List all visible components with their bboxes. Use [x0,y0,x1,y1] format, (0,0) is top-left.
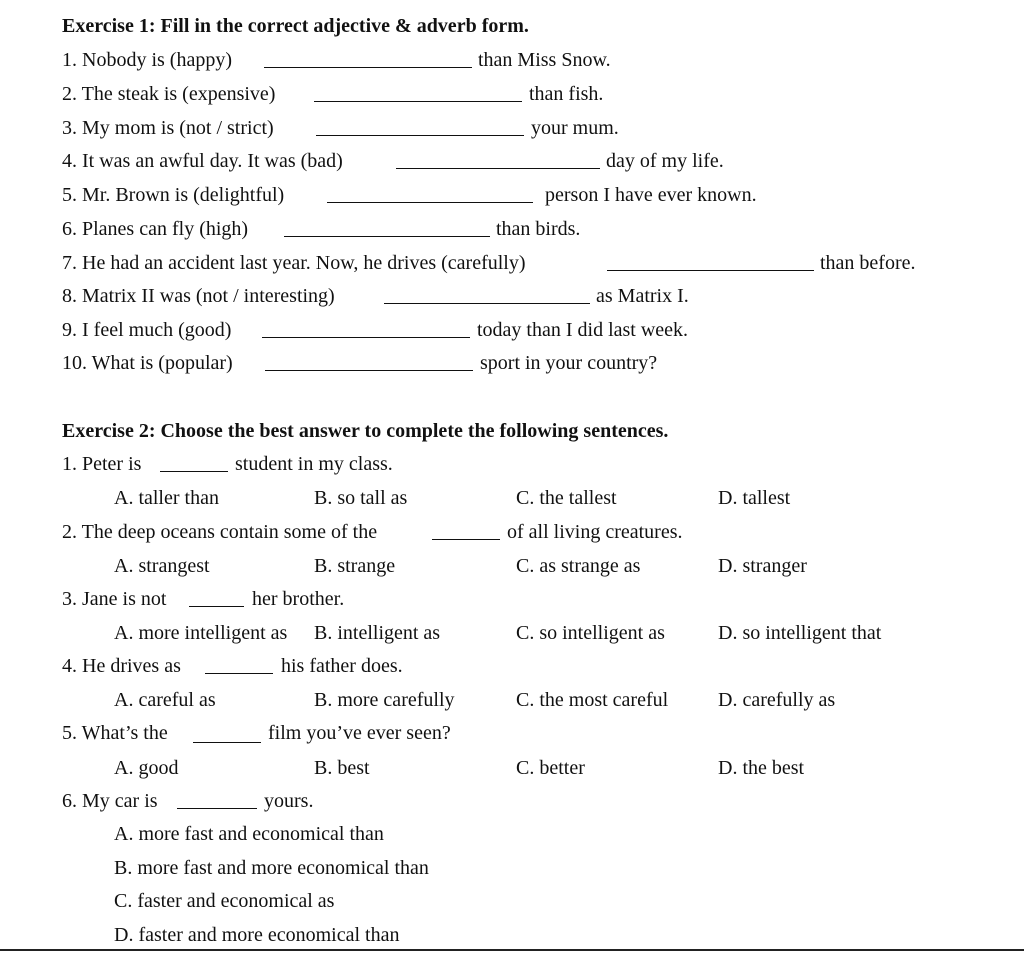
question-number: 2. [62,521,77,543]
answer-blank[interactable] [205,672,273,674]
item-ending: today than I did last week. [477,319,689,341]
question-number: 3. [62,588,77,610]
item-ending: sport in your country? [480,352,658,374]
option-b[interactable]: B. strange [314,555,396,577]
question-number: 4. [62,655,77,677]
ex1-item-7 [62,251,526,275]
answer-blank[interactable] [264,66,472,68]
item-ending: than Miss Snow. [478,49,611,71]
option-b[interactable]: B. more fast and more economical than [114,857,429,879]
ex1-item-4 [62,149,343,173]
answer-blank[interactable] [265,369,473,371]
option-a[interactable]: A. more intelligent as [114,622,288,644]
item-number: 2. [62,83,77,105]
option-c[interactable]: C. as strange as [516,555,641,577]
option-d[interactable]: D. so intelligent that [718,622,882,644]
question-number: 1. [62,453,77,475]
question-number: 5. [62,722,77,744]
option-c[interactable]: C. so intelligent as [516,622,665,644]
ex1-item-1 [62,48,232,72]
item-ending: day of my life. [606,150,724,172]
ex1-item-8 [62,284,335,308]
option-d[interactable]: D. tallest [718,487,791,509]
option-b[interactable]: B. so tall as [314,487,408,509]
item-number: 8. [62,285,77,307]
item-prompt: Nobody is (happy) [82,49,232,71]
question-ending: student in my class. [235,453,393,475]
ex1-item-5 [62,183,284,207]
option-a[interactable]: A. strangest [114,555,210,577]
question-number: 6. [62,790,77,812]
option-c[interactable]: C. the most careful [516,689,669,711]
exercise-2-title: Exercise 2: Choose the best answer to complete the following sentences. [62,420,669,442]
option-d[interactable]: D. faster and more economical than [114,924,400,946]
answer-blank[interactable] [396,167,600,169]
ex2-question-2 [62,520,377,544]
item-number: 3. [62,117,77,139]
option-b[interactable]: B. best [314,757,370,779]
item-ending: your mum. [531,117,619,139]
item-prompt: The steak is (expensive) [81,83,276,105]
item-number: 5. [62,184,77,206]
item-number: 4. [62,150,77,172]
option-b[interactable]: B. more carefully [314,689,455,711]
answer-blank[interactable] [384,302,590,304]
option-d[interactable]: D. stranger [718,555,807,577]
ex1-item-2 [62,82,275,106]
answer-blank[interactable] [607,269,814,271]
ex1-item-10 [62,351,233,375]
option-c[interactable]: C. faster and economical as [114,890,335,912]
page-bottom-border [0,949,1024,951]
item-ending: than before. [820,252,916,274]
answer-blank[interactable] [432,538,500,540]
ex1-item-6 [62,217,248,241]
answer-blank[interactable] [284,235,490,237]
item-ending: than fish. [529,83,604,105]
option-a[interactable]: A. good [114,757,179,779]
question-ending: film you’ve ever seen? [268,722,451,744]
item-ending: as Matrix I. [596,285,689,307]
answer-blank[interactable] [262,336,470,338]
question-ending: yours. [264,790,314,812]
item-prompt: Planes can fly (high) [82,218,249,240]
question-prompt: The deep oceans contain some of the [81,521,378,543]
item-prompt: Matrix II was (not / interesting) [82,285,335,307]
option-a[interactable]: A. more fast and economical than [114,823,384,845]
item-prompt: It was an awful day. It was (bad) [82,150,343,172]
ex2-question-3 [62,587,166,611]
ex1-item-3 [62,116,274,140]
answer-blank[interactable] [177,807,257,809]
question-prompt: He drives as [82,655,181,677]
question-ending: his father does. [281,655,403,677]
question-ending: of all living creatures. [507,521,683,543]
question-prompt: Peter is [82,453,142,475]
item-ending: than birds. [496,218,581,240]
option-d[interactable]: D. carefully as [718,689,836,711]
item-ending: person I have ever known. [545,184,757,206]
answer-blank[interactable] [314,100,522,102]
answer-blank[interactable] [193,741,261,743]
answer-blank[interactable] [189,605,244,607]
option-d[interactable]: D. the best [718,757,805,779]
item-prompt: Mr. Brown is (delightful) [82,184,285,206]
question-prompt: What’s the [81,722,168,744]
question-ending: her brother. [252,588,345,610]
item-number: 7. [62,252,77,274]
item-prompt: I feel much (good) [82,319,232,341]
ex2-question-4 [62,654,181,678]
item-number: 1. [62,49,77,71]
item-prompt: What is (popular) [91,352,233,374]
ex2-question-5 [62,721,168,745]
ex2-question-6 [62,789,158,813]
question-prompt: Jane is not [82,588,167,610]
option-c[interactable]: C. the tallest [516,487,617,509]
option-b[interactable]: B. intelligent as [314,622,441,644]
option-a[interactable]: A. careful as [114,689,216,711]
exercise-1-title: Exercise 1: Fill in the correct adjective & adverb form. [62,15,529,37]
item-number: 10. [62,352,87,374]
ex2-question-1 [62,452,141,476]
item-number: 6. [62,218,77,240]
item-prompt: He had an accident last year. Now, he drives (carefully) [82,252,526,274]
option-a[interactable]: A. taller than [114,487,219,509]
item-prompt: My mom is (not / strict) [82,117,274,139]
question-prompt: My car is [82,790,158,812]
option-c[interactable]: C. better [516,757,585,779]
answer-blank[interactable] [316,134,524,136]
answer-blank[interactable] [327,201,533,203]
item-number: 9. [62,319,77,341]
ex1-item-9 [62,318,231,342]
answer-blank[interactable] [160,470,228,472]
